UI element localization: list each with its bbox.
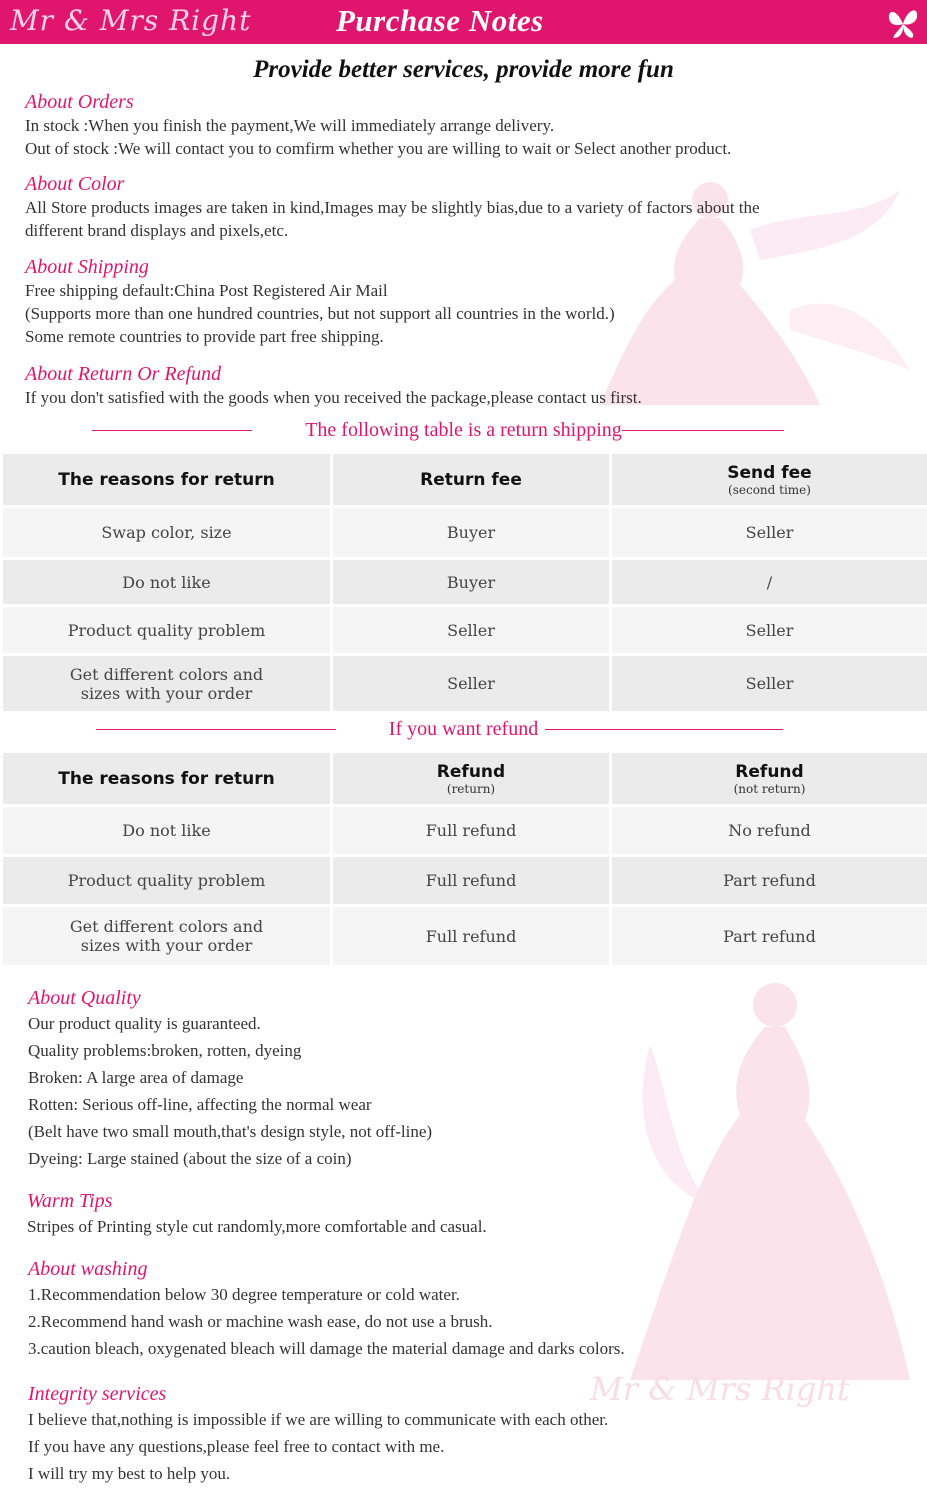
section-about-washing xyxy=(28,1257,625,1362)
section-title: Warm Tips xyxy=(27,1190,113,1212)
section-line: Broken: A large area of damage xyxy=(28,1068,244,1087)
table-row xyxy=(3,656,927,711)
section-warm-tips xyxy=(27,1189,487,1240)
section-title: About Orders xyxy=(25,91,134,113)
section-line: 3.caution bleach, oxygenated bleach will damage the material damage and darks colors. xyxy=(28,1339,625,1358)
brand-logo-text: Mr & Mrs Right xyxy=(10,4,252,37)
slogan: Provide better services, provide more fun xyxy=(253,56,674,83)
table-row xyxy=(3,907,927,965)
table-cell: Buyer xyxy=(333,560,609,604)
section-about-quality xyxy=(28,986,432,1172)
refund-table xyxy=(0,750,927,968)
section-line: I will try my best to help you. xyxy=(28,1464,231,1483)
table-row xyxy=(3,807,927,854)
brand-watermark-text: Mr & Mrs Right xyxy=(590,1370,850,1408)
table-cell: Do not like xyxy=(3,560,330,604)
table-cell: Get different colors and sizes with your order xyxy=(3,907,330,965)
table-cell: Seller xyxy=(612,508,927,557)
butterfly-icon xyxy=(886,4,920,40)
table-cell: Full refund xyxy=(333,857,609,904)
section-line: Our product quality is guaranteed. xyxy=(28,1014,261,1033)
section-title: About Color xyxy=(25,173,125,195)
section-line: Quality problems:broken, rotten, dyeing xyxy=(28,1041,302,1060)
section-line: If you have any questions,please feel free to contact with me. xyxy=(28,1437,445,1456)
table-row xyxy=(3,508,927,557)
table-header-cell: The reasons for return xyxy=(3,454,330,505)
table-cell: Swap color, size xyxy=(3,508,330,557)
table-header-cell: Refund (return) xyxy=(333,753,609,804)
table-cell: Seller xyxy=(612,656,927,711)
table-cell: Do not like xyxy=(3,807,330,854)
section-integrity-services xyxy=(28,1382,608,1487)
return-table-caption: The following table is a return shipping xyxy=(305,419,622,441)
section-title: About Quality xyxy=(28,987,141,1009)
section-line: Stripes of Printing style cut randomly,more comfortable and casual. xyxy=(27,1217,487,1236)
section-title: About Shipping xyxy=(25,256,149,278)
table-header-cell: The reasons for return xyxy=(3,753,330,804)
section-line: (Supports more than one hundred countries, but not support all countries in the world.) xyxy=(25,304,615,323)
table-cell: Product quality problem xyxy=(3,857,330,904)
section-line: In stock :When you finish the payment,We will immediately arrange delivery. xyxy=(25,116,555,135)
table-cell: Seller xyxy=(612,607,927,653)
section-about-shipping xyxy=(25,255,615,348)
table-cell: Full refund xyxy=(333,807,609,854)
section-line: Rotten: Serious off-line, affecting the normal wear xyxy=(28,1095,372,1114)
return-shipping-table xyxy=(0,451,927,714)
section-about-color xyxy=(25,172,760,242)
header-bar xyxy=(0,0,927,44)
table-cell: Seller xyxy=(333,656,609,711)
section-line: I believe that,nothing is impossible if we are willing to communicate with each other. xyxy=(28,1410,609,1429)
table-cell: Product quality problem xyxy=(3,607,330,653)
section-line: If you don't satisfied with the goods when you received the package,please contact us first. xyxy=(25,388,642,407)
table-cell: Full refund xyxy=(333,907,609,965)
section-line: Dyeing: Large stained (about the size of a coin) xyxy=(28,1149,352,1168)
table-row xyxy=(3,560,927,604)
table-header-cell: Send fee (second time) xyxy=(612,454,927,505)
refund-table-caption: If you want refund xyxy=(388,718,539,740)
table-header-row xyxy=(3,454,927,505)
table-header-cell: Refund (not return) xyxy=(612,753,927,804)
section-line: Out of stock :We will contact you to comfirm whether you are willing to wait or Select another product. xyxy=(25,139,732,158)
table-header-cell: Return fee xyxy=(333,454,609,505)
section-about-return-refund xyxy=(25,362,642,409)
section-line: 2.Recommend hand wash or machine wash ease, do not use a brush. xyxy=(28,1312,493,1331)
section-about-orders xyxy=(25,90,731,160)
section-line: different brand displays and pixels,etc. xyxy=(25,221,289,240)
bride-silhouette-watermark-bottom xyxy=(590,965,920,1385)
section-line: 1.Recommendation below 30 degree temperature or cold water. xyxy=(28,1285,460,1304)
table-cell: / xyxy=(612,560,927,604)
table-cell: Get different colors and sizes with your order xyxy=(3,656,330,711)
section-title: About washing xyxy=(28,1258,148,1280)
table-cell: Seller xyxy=(333,607,609,653)
section-title: Integrity services xyxy=(28,1383,167,1405)
section-line: All Store products images are taken in kind,Images may be slightly bias,due to a variety of factors about the xyxy=(25,198,760,217)
table-cell: Part refund xyxy=(612,857,927,904)
section-title: About Return Or Refund xyxy=(25,363,222,385)
table-row xyxy=(3,857,927,904)
table-cell: No refund xyxy=(612,807,927,854)
table-header-row xyxy=(3,753,927,804)
table-cell: Buyer xyxy=(333,508,609,557)
section-line: Some remote countries to provide part free shipping. xyxy=(25,327,384,346)
page-title: Purchase Notes xyxy=(336,3,544,38)
refund-table-divider xyxy=(0,715,927,745)
table-row xyxy=(3,607,927,653)
table-cell: Part refund xyxy=(612,907,927,965)
section-line: Free shipping default:China Post Registered Air Mail xyxy=(25,281,388,300)
section-line: (Belt have two small mouth,that's design style, not off-line) xyxy=(28,1122,433,1141)
return-table-divider xyxy=(0,416,927,446)
